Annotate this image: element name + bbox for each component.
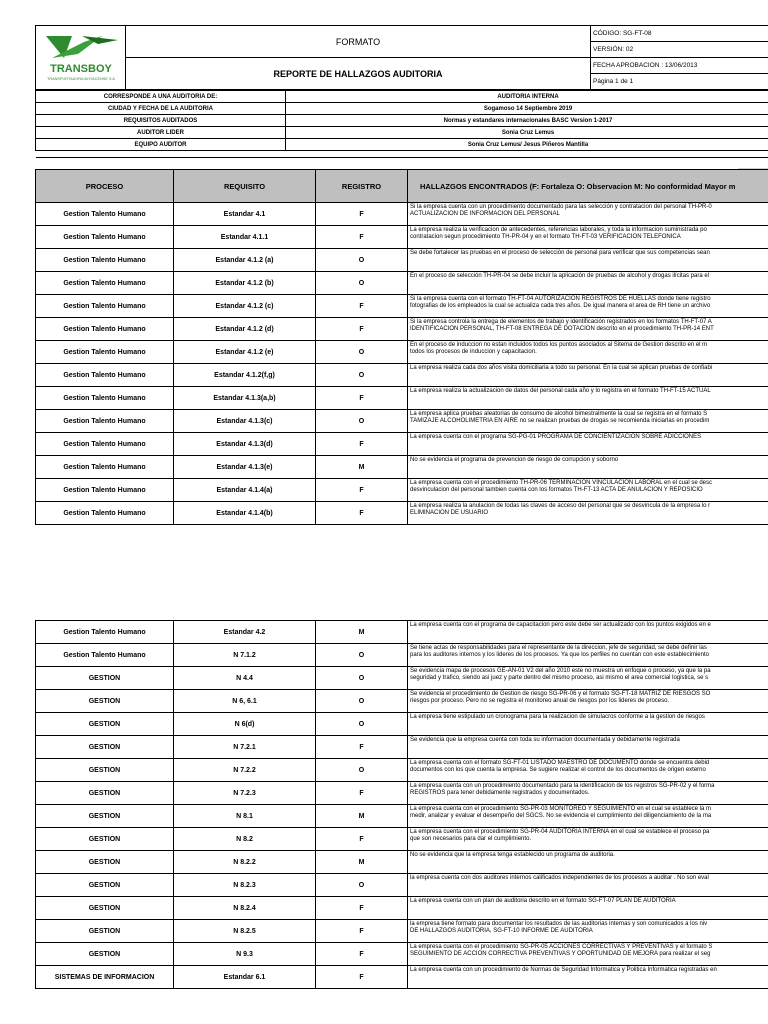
table-row	[36, 364, 768, 387]
table-row	[36, 249, 768, 272]
proceso-cell: GESTION	[36, 897, 174, 920]
requisito-cell: Estandar 4.1.4(b)	[174, 502, 316, 525]
hallazgo-line-2: documentos con los que cuenta la empresa. Se sugiere realizar el control de los documentos de origen externo	[410, 767, 706, 773]
hallazgo-cell	[408, 479, 768, 502]
table-row	[36, 341, 768, 364]
hallazgo-line-1: la empresa cuenta con dos auditores internos calificados independientes de los procesos a auditar . No son eval	[410, 875, 709, 881]
document-version: VERSIÓN: 02	[591, 42, 768, 58]
hallazgo-line-1: En el proceso de selección TH-PR-04 se debe incluir la aplicación de pruebas de alcohol y drogas ilícitas para el	[410, 273, 710, 279]
table-row	[36, 644, 768, 667]
info-label: CORRESPONDE A UNA AUDITORIA DE:	[36, 91, 286, 103]
requisito-cell: Estandar 6.1	[174, 966, 316, 989]
requisito-cell: N 8.2	[174, 828, 316, 851]
proceso-cell: GESTION	[36, 805, 174, 828]
hallazgo-cell	[408, 272, 768, 295]
hallazgo-cell	[408, 226, 768, 249]
requisito-cell: N 6(d)	[174, 713, 316, 736]
hallazgo-cell	[408, 644, 768, 667]
hallazgo-line-1: La empresa realiza la verificacion de antecedentes, referencias laborales, y toda la informacion suministrada po	[410, 227, 707, 233]
proceso-cell: Gestion Talento Humano	[36, 272, 174, 295]
findings-table-2	[35, 620, 768, 989]
table-row	[36, 759, 768, 782]
registro-cell: O	[316, 272, 408, 295]
table-row	[36, 690, 768, 713]
hallazgo-line-1: La empresa cuenta con el procedimiento SG-PR-03 MONITOREO Y SEGUIMIENTO en el cual se establece la m	[410, 806, 712, 812]
table-row	[36, 226, 768, 249]
requisito-cell: N 4.4	[174, 667, 316, 690]
requisito-cell: Estandar 4.1.3(a,b)	[174, 387, 316, 410]
proceso-cell: Gestion Talento Humano	[36, 456, 174, 479]
hallazgo-line-1: La empresa realiza la actualizacion de datos del personal cada año y lo registra en el formato TH-FT-15 ACTUAL	[410, 388, 711, 394]
hallazgo-line-1: La empresa aplica pruebas aleatorias de consumo de alcohol bimestralmente la cual se registra en el formato S	[410, 411, 708, 417]
hallazgo-line-1: la empresa tiene formato para documentar los resultados de las auditorias internas y son comunicados a los niv	[410, 921, 708, 927]
requisito-cell: N 7.2.3	[174, 782, 316, 805]
requisito-cell: N 7.2.1	[174, 736, 316, 759]
registro-cell: F	[316, 295, 408, 318]
proceso-cell: Gestion Talento Humano	[36, 318, 174, 341]
registro-cell: F	[316, 920, 408, 943]
document-header	[35, 25, 768, 90]
table-row	[36, 295, 768, 318]
requisito-cell: Estandar 4.1.1	[174, 226, 316, 249]
info-value: Sonia Cruz Lemus/ Jesus Piñeros Mantilla	[286, 139, 768, 151]
registro-cell: F	[316, 966, 408, 989]
hallazgo-line-1: La empresa cuenta con un plan de auditoria descrito en el formato SG-FT-07 PLAN DE AUDITORIA	[410, 898, 676, 904]
requisito-cell: Estandar 4.1.4(a)	[174, 479, 316, 502]
table-row	[36, 203, 768, 226]
info-row	[36, 139, 768, 151]
table-row	[36, 874, 768, 897]
proceso-cell: SISTEMAS DE INFORMACION	[36, 966, 174, 989]
proceso-cell: Gestion Talento Humano	[36, 387, 174, 410]
table-row	[36, 920, 768, 943]
info-value: Sonia Cruz Lemus	[286, 127, 768, 139]
hallazgo-cell	[408, 920, 768, 943]
registro-cell: F	[316, 433, 408, 456]
table-row	[36, 667, 768, 690]
proceso-cell: GESTION	[36, 943, 174, 966]
report-title: REPORTE DE HALLAZGOS AUDITORIA	[126, 58, 591, 90]
registro-cell: O	[316, 759, 408, 782]
table-row	[36, 456, 768, 479]
proceso-cell: Gestion Talento Humano	[36, 226, 174, 249]
hallazgo-cell	[408, 943, 768, 966]
format-label: FORMATO	[126, 26, 591, 58]
hallazgo-line-1: No se evidencia el programa de prevencion de riesgo de corrupcion y soborno	[410, 457, 619, 463]
hallazgo-line-1: Se evidencia el procedimiento de Gestion de riesgo SG-PR-06 y el formato SG-FT-18 MATRIZ DE RIESGOS SO	[410, 691, 711, 697]
proceso-cell: Gestion Talento Humano	[36, 621, 174, 644]
hallazgo-cell	[408, 387, 768, 410]
hallazgo-cell	[408, 364, 768, 387]
proceso-cell: Gestion Talento Humano	[36, 203, 174, 226]
hallazgo-line-1: La empresa cuenta con el programa de capacitacion pero este debe ser actualizado con los puntos exigidos en e	[410, 622, 711, 628]
hallazgo-line-2: que son necesarios para dar el cumplimiento.	[410, 836, 532, 842]
proceso-cell: Gestion Talento Humano	[36, 341, 174, 364]
requisito-cell: Estandar 4.1.3(e)	[174, 456, 316, 479]
hallazgo-cell	[408, 295, 768, 318]
hallazgo-line-2: seguridad y trafico, siendo asi juez y parte dentro del mismo proceso, asi mismo el area comercial logistica, se s	[410, 675, 709, 681]
proceso-cell: Gestion Talento Humano	[36, 410, 174, 433]
hallazgo-line-2: REGISTROS para tener debidamente registrados y documentados.	[410, 790, 590, 796]
approval-date: FECHA APROBACION : 13/06/2013	[591, 58, 768, 74]
registro-cell: O	[316, 690, 408, 713]
hallazgo-cell	[408, 897, 768, 920]
hallazgo-line-1: La empresa cuenta con el procedimiento TH-PR-06 TERMINACION VINCULACION LABORAL en el cual se desc	[410, 480, 713, 486]
registro-cell: O	[316, 341, 408, 364]
registro-cell: M	[316, 456, 408, 479]
registro-cell: O	[316, 364, 408, 387]
hallazgo-cell	[408, 456, 768, 479]
requisito-cell: Estandar 4.1.3(d)	[174, 433, 316, 456]
hallazgo-line-1: La empresa cuenta con un procedimiento documentado para la identificacion de los registros SG-PR-02 y el forma	[410, 783, 715, 789]
proceso-cell: GESTION	[36, 782, 174, 805]
registro-cell: F	[316, 203, 408, 226]
requisito-cell: Estandar 4.1.2 (b)	[174, 272, 316, 295]
registro-cell: F	[316, 943, 408, 966]
requisito-cell: Estandar 4.1.2(f,g)	[174, 364, 316, 387]
info-row	[36, 91, 768, 103]
table-row	[36, 387, 768, 410]
table-row	[36, 479, 768, 502]
proceso-cell: Gestion Talento Humano	[36, 644, 174, 667]
registro-cell: O	[316, 644, 408, 667]
proceso-cell: Gestion Talento Humano	[36, 479, 174, 502]
requisito-cell: Estandar 4.1	[174, 203, 316, 226]
requisito-cell: Estandar 4.1.2 (c)	[174, 295, 316, 318]
col-requisito: REQUISITO	[174, 170, 316, 203]
col-hallazgos: HALLAZGOS ENCONTRADOS (F: Fortaleza O: Observacion M: No conformidad Mayor m	[408, 170, 768, 203]
info-row	[36, 115, 768, 127]
hallazgo-line-2: SEGUIMIENTO DE ACCION CORRECTIVA PREVENTIVAS Y OPORTUNIDAD DE MEJORA para realizar el seg	[410, 951, 711, 957]
hallazgo-cell	[408, 341, 768, 364]
registro-cell: M	[316, 621, 408, 644]
hallazgo-line-1: Se evidencia mapa de procesos GE-AN-01 V2 del año 2010 este no muestra un enfoque o proceso, ya que la pa	[410, 668, 711, 674]
hallazgo-line-2: IDENTIFICACION PERSONAL, TH-FT-08 ENTREGA DE DOTACION descrito en el procedimiento TH-PR-14 ENT	[410, 326, 714, 332]
hallazgo-cell	[408, 621, 768, 644]
hallazgo-line-1: La empresa cuenta con el formato SG-FT-01 LISTADO MAESTRO DE DOCUMENTO donde se encuentra debid	[410, 760, 710, 766]
hallazgo-line-1: La empresa cuenta con un procedimiento de Normas de Seguridad Informatica y Politica Informatica registradas en	[410, 967, 717, 973]
registro-cell: F	[316, 782, 408, 805]
hallazgo-line-2: todos los procesos de induccion y capacitacion.	[410, 349, 537, 355]
requisito-cell: N 7.2.2	[174, 759, 316, 782]
registro-cell: F	[316, 387, 408, 410]
requisito-cell: N 8.2.4	[174, 897, 316, 920]
document-code: CÓDIGO: SG-FT-08	[591, 26, 768, 42]
requisito-cell: N 8.2.5	[174, 920, 316, 943]
registro-cell: F	[316, 318, 408, 341]
hallazgo-line-2: DE HALLAZGOS AUDITORIA, SG-FT-10 INFORME DE AUDITORIA	[410, 928, 593, 934]
info-value: AUDITORIA INTERNA	[286, 91, 768, 103]
requisito-cell: Estandar 4.1.2 (a)	[174, 249, 316, 272]
proceso-cell: GESTION	[36, 828, 174, 851]
hallazgo-cell	[408, 318, 768, 341]
hallazgo-line-1: Si la empresa cuenta con un procedimiento documentado para las selección y contratacion del personal TH-PR-0	[410, 204, 712, 210]
col-registro: REGISTRO	[316, 170, 408, 203]
requisito-cell: Estandar 4.1.2 (d)	[174, 318, 316, 341]
requisito-cell: Estandar 4.2	[174, 621, 316, 644]
registro-cell: O	[316, 667, 408, 690]
info-value: Normas y estandares internacionales BASC Version 1-2017	[286, 115, 768, 127]
hallazgo-cell	[408, 502, 768, 525]
registro-cell: O	[316, 249, 408, 272]
transboy-logo-icon	[38, 28, 124, 86]
table-row	[36, 272, 768, 295]
hallazgo-line-1: Si la empresa controla la entrega de elementos de trabajo y identificación registrados en los formatos TH-FT-07 A	[410, 319, 712, 325]
table-row	[36, 410, 768, 433]
registro-cell: F	[316, 502, 408, 525]
hallazgo-line-1: La empresa cuenta con el procedimiento SG-PR-05 ACCIONES CORRECTIVAS Y PREVENTIVAS y el formato S	[410, 944, 713, 950]
col-proceso: PROCESO	[36, 170, 174, 203]
table-row	[36, 621, 768, 644]
proceso-cell: Gestion Talento Humano	[36, 295, 174, 318]
company-logo	[36, 26, 126, 90]
hallazgo-line-1: La empresa realiza cada dos años visita domiciliaria a todo su personal. En la cual se aplican pruebas de confiabi	[410, 365, 713, 371]
requisito-cell: Estandar 4.1.3(c)	[174, 410, 316, 433]
requisito-cell: N 8.2.2	[174, 851, 316, 874]
hallazgo-line-1: La empresa tiene estipulado un cronograma para la realizacion de simulacros conforme a la gestion de riesgos	[410, 714, 705, 720]
hallazgo-line-2: riesgos por proceso. Pero no se registra el monitoreo anual de riesgos por los lideres de proceso.	[410, 698, 670, 704]
table-row	[36, 828, 768, 851]
info-row	[36, 103, 768, 115]
proceso-cell: GESTION	[36, 667, 174, 690]
hallazgo-line-2: para los auditores internos y los lideres de los procesos. Ya que los perfiles no cuentan con este establecimiento	[410, 652, 709, 658]
hallazgo-line-1: Se evidencia que la empresa cuenta con toda su informacion documentada y debidamente registrada	[410, 737, 680, 743]
registro-cell: M	[316, 805, 408, 828]
table-row	[36, 713, 768, 736]
requisito-cell: N 9.3	[174, 943, 316, 966]
hallazgo-line-2: medir, analizar y evaluar el desempeño del SGCS. No se evidencia el cumplimiento del diligenciamiento de la ma	[410, 813, 712, 819]
hallazgo-cell	[408, 966, 768, 989]
table-row	[36, 943, 768, 966]
hallazgo-line-1: Se debe fortalecer las pruebas en el proceso de selección de personal para verificar que sus competencias sean	[410, 250, 710, 256]
hallazgo-line-1: En el proceso de induccion no estan incluidos todos los puntos asociados al Sitema de Gestion descrito en el m	[410, 342, 708, 348]
hallazgo-line-1: Si la empresa cuenta con el formato TH-FT-04 AUTORIZACION REGISTROS DE HUELLAS donde tiene registro	[410, 296, 711, 302]
hallazgo-cell	[408, 667, 768, 690]
hallazgo-cell	[408, 203, 768, 226]
hallazgo-cell	[408, 736, 768, 759]
hallazgo-cell	[408, 828, 768, 851]
hallazgo-cell	[408, 805, 768, 828]
proceso-cell: GESTION	[36, 759, 174, 782]
info-label: CIUDAD Y FECHA DE LA AUDITORIA	[36, 103, 286, 115]
registro-cell: F	[316, 226, 408, 249]
requisito-cell: N 8.2.3	[174, 874, 316, 897]
hallazgo-line-1: Se tiene actas de responsabilidades para el representante de la direccion, jefe de seguridad, se debe definir las	[410, 645, 707, 651]
table-row	[36, 433, 768, 456]
proceso-cell: Gestion Talento Humano	[36, 502, 174, 525]
page-number: Página 1 de 1	[591, 74, 768, 90]
hallazgo-line-2: ELIMINACION DE USUARIO	[410, 510, 489, 516]
info-row	[36, 127, 768, 139]
requisito-cell: Estandar 4.1.2 (e)	[174, 341, 316, 364]
table-row	[36, 736, 768, 759]
hallazgo-cell	[408, 874, 768, 897]
info-label: EQUIPO AUDITOR	[36, 139, 286, 151]
hallazgo-line-2: contratacion segun procedimiento TH-PR-04 y en el formato TH-FT-03 VERIFICACION TELEFONICA	[410, 234, 681, 240]
hallazgo-line-1: La empresa cuenta con el programa SG-PG-01 PROGRAMA DE CONCIENTIZACION SOBRE ADICCIONES	[410, 434, 702, 440]
hallazgo-cell	[408, 782, 768, 805]
hallazgo-cell	[408, 851, 768, 874]
hallazgo-line-2: ACTUALIZACION DE INFORMACION DEL PERSONAL	[410, 211, 560, 217]
hallazgo-cell	[408, 759, 768, 782]
table-header-row	[36, 170, 768, 203]
requisito-cell: N 8.1	[174, 805, 316, 828]
hallazgo-cell	[408, 433, 768, 456]
hallazgo-line-2: desvinculacion del personal tambien cuenta con los formatos TH-FT-13 ACTA DE ANULACION Y REPOSICIO	[410, 487, 703, 493]
table-row	[36, 782, 768, 805]
hallazgo-cell	[408, 713, 768, 736]
proceso-cell: Gestion Talento Humano	[36, 364, 174, 387]
table-row	[36, 318, 768, 341]
hallazgo-cell	[408, 410, 768, 433]
info-label: AUDITOR LIDER	[36, 127, 286, 139]
proceso-cell: GESTION	[36, 690, 174, 713]
hallazgo-cell	[408, 249, 768, 272]
proceso-cell: Gestion Talento Humano	[36, 433, 174, 456]
requisito-cell: N 6, 6.1	[174, 690, 316, 713]
logo-company-text: TRANSBOY	[50, 62, 112, 75]
registro-cell: O	[316, 874, 408, 897]
registro-cell: M	[316, 851, 408, 874]
info-label: REQUISITOS AUDITADOS	[36, 115, 286, 127]
registro-cell: F	[316, 828, 408, 851]
hallazgo-line-1: La empresa realiza la anulacion de todas las claves de acceso del personal que se desvincula de la empresa lo r	[410, 503, 711, 509]
proceso-cell: GESTION	[36, 874, 174, 897]
hallazgo-line-1: La empresa cuenta con el procedimiento SG-PR-04 AUDITORIA INTERNA en el cual se establece el proceso pa	[410, 829, 710, 835]
table-row	[36, 897, 768, 920]
table-row	[36, 805, 768, 828]
proceso-cell: GESTION	[36, 713, 174, 736]
registro-cell: F	[316, 479, 408, 502]
hallazgo-cell	[408, 690, 768, 713]
audit-info-table	[35, 90, 768, 158]
hallazgo-line-2: TAMIZAJE ALCOHOLIMETRIA EN AIRE no se realizan pruebas de drogas se recomienda iniciarlas en procedim	[410, 418, 710, 424]
info-value: Sogamoso 14 Septiembre 2019	[286, 103, 768, 115]
table-row	[36, 851, 768, 874]
hallazgo-line-2: fotografias de los empleados la cual se actualiza cada tres años. De igual manera el area de RH tiene un archivo	[410, 303, 711, 309]
registro-cell: F	[316, 736, 408, 759]
registro-cell: F	[316, 897, 408, 920]
proceso-cell: GESTION	[36, 851, 174, 874]
requisito-cell: N 7.1.2	[174, 644, 316, 667]
registro-cell: O	[316, 713, 408, 736]
registro-cell: O	[316, 410, 408, 433]
hallazgo-line-1: No se evidencia que la empresa tenga establecido un programa de auditoria.	[410, 852, 615, 858]
table-row	[36, 966, 768, 989]
proceso-cell: GESTION	[36, 920, 174, 943]
findings-table-1	[35, 169, 768, 525]
proceso-cell: GESTION	[36, 736, 174, 759]
proceso-cell: Gestion Talento Humano	[36, 249, 174, 272]
logo-company-sub: TRANSPORTADORA BOYACENSE S.A	[47, 76, 115, 81]
table-row	[36, 502, 768, 525]
